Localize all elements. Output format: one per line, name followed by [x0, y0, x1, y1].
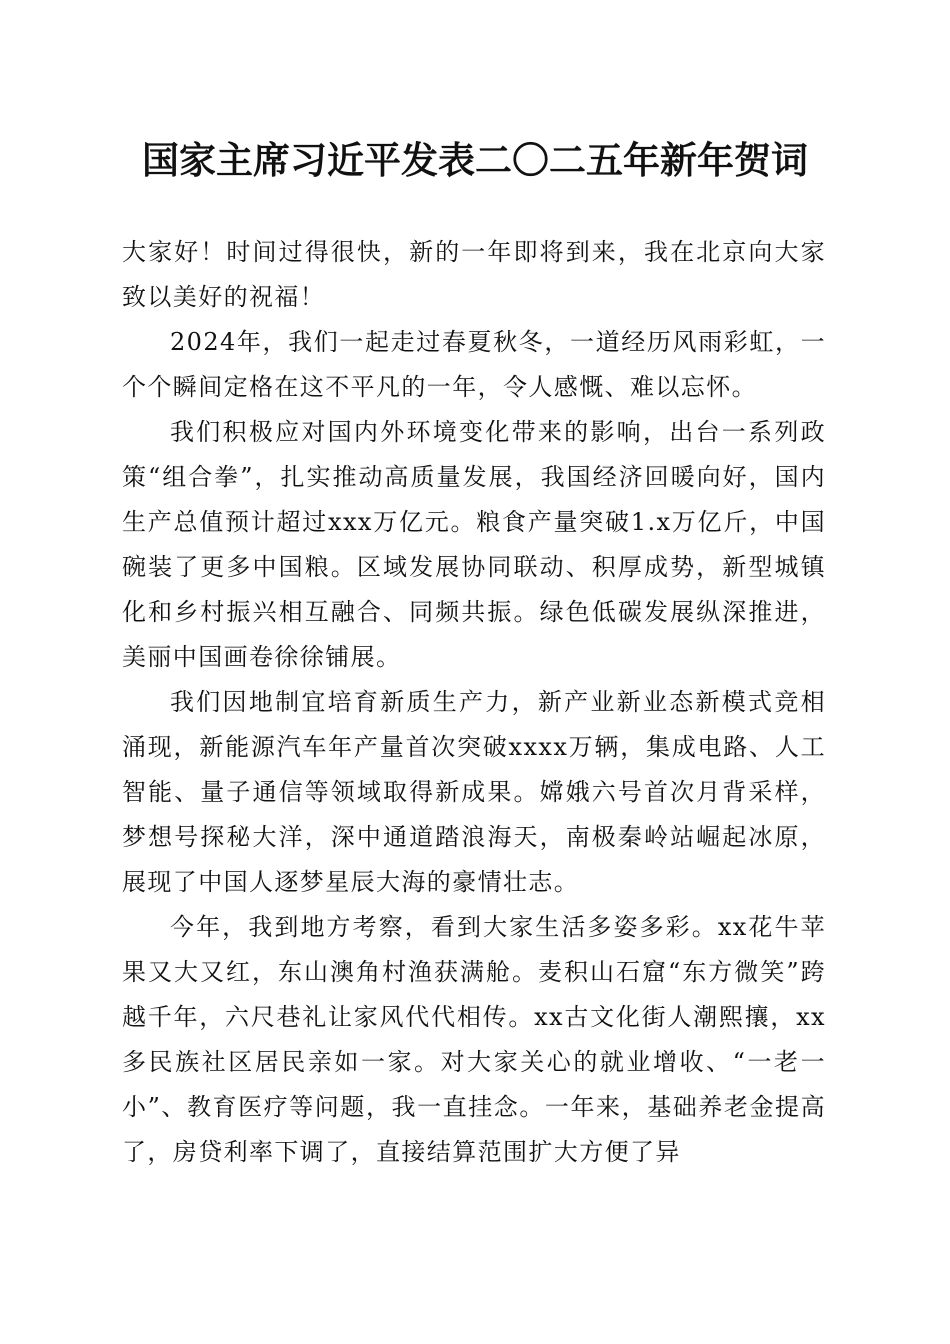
paragraph-2024-review: 2024年，我们一起走过春夏秋冬，一道经历风雨彩虹，一个个瞬间定格在这不平凡的一年，令人感慨、难以忘怀。 — [122, 328, 826, 401]
paragraph-innovation: 我们因地制宜培育新质生产力，新产业新业态新模式竞相涌现，新能源汽车年产量首次突破xxxx万辆，集成电路、人工智能、量子通信等领域取得新成果。嫦娥六号首次月背采样，梦想号探秘大洋，深中通道踏浪海天，南极秦岭站崛起冰原，展现了中国人逐梦星辰大海的豪情壮志。 — [122, 688, 826, 896]
document-body — [122, 230, 826, 1175]
paragraph-economy: 我们积极应对国内外环境变化带来的影响，出台一系列政策“组合拳”，扎实推动高质量发展，我国经济回暖向好，国内生产总值预计超过xxx万亿元。粮食产量突破1.x万亿斤，中国碗装了更多中国粮。区域发展协同联动、积厚成势，新型城镇化和乡村振兴相互融合、同频共振。绿色低碳发展纵深推进，美丽中国画卷徐徐铺展。 — [122, 418, 826, 671]
document-title: 国家主席习近平发表二〇二五年新年贺词 — [142, 138, 808, 182]
paragraph-greeting: 大家好！时间过得很快，新的一年即将到来，我在北京向大家致以美好的祝福！ — [122, 238, 826, 311]
paragraph-livelihood: 今年，我到地方考察，看到大家生活多姿多彩。xx花牛苹果又大又红，东山澳角村渔获满舱。麦积山石窟“东方微笑”跨越千年，六尺巷礼让家风代代相传。xx古文化街人潮熙攘，xx多民族社区居民亲如一家。对大家关心的就业增收、“一老一小”、教育医疗等问题，我一直挂念。一年来，基础养老金提高了，房贷利率下调了，直接结算范围扩大方便了异 — [122, 913, 826, 1166]
